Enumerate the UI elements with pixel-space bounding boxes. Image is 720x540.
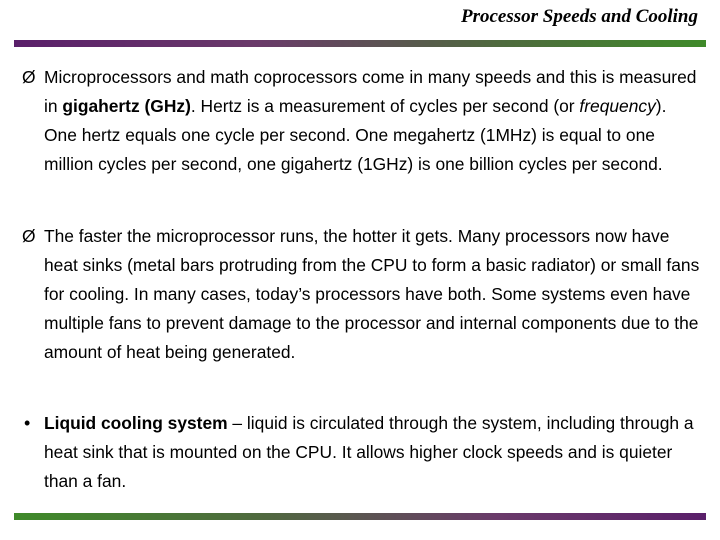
arrow-bullet-icon: Ø — [22, 226, 36, 246]
bullet-text-part: . Hertz is a measurement of cycles per second (or — [190, 96, 580, 116]
bullet-text-part: ). One hertz equals one cycle per second. One megahertz (1MHz) is equal to one million cycles per second, one gigahertz (1GHz) is one billion cycles per second. — [44, 96, 667, 174]
term-liquid-cooling: Liquid cooling system — [44, 413, 228, 433]
bullet-heat — [22, 222, 702, 367]
term-frequency: frequency — [579, 96, 656, 116]
arrow-bullet-icon: Ø — [22, 67, 36, 87]
top-divider — [14, 40, 706, 47]
bullet-text — [22, 63, 702, 179]
dot-bullet-icon: • — [24, 413, 31, 433]
bullet-liquid-cooling — [22, 409, 702, 496]
bullet-text — [22, 409, 702, 496]
bullet-text-part: – liquid is circulated through the system, including through a heat sink that is mounted on the CPU. It allows higher clock speeds and is quieter than a fan. — [44, 413, 694, 491]
bullet-text: The faster the microprocessor runs, the hotter it gets. Many processors now have heat sinks (metal bars protruding from the CPU to form a basic radiator) or small fans for cooling. In many cases, today’s processors have both. Some systems even have multiple fans to prevent damage to the processor and internal components due to the amount of heat being generated. — [44, 226, 700, 362]
term-gigahertz: gigahertz (GHz) — [62, 96, 191, 116]
bullet-text-part: Microprocessors and math coprocessors come in many speeds and this is measured in — [44, 67, 697, 116]
bottom-divider — [14, 513, 706, 520]
bullet-ghz — [22, 63, 702, 179]
slide-title: Processor Speeds and Cooling — [461, 6, 698, 27]
